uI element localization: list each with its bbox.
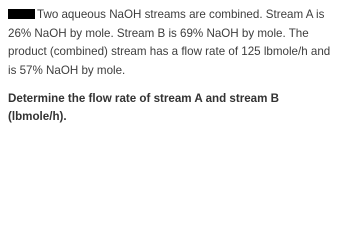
redaction-block [8, 9, 35, 19]
problem-statement [8, 4, 336, 80]
question-prompt: Determine the flow rate of stream A and stream B (lbmole/h). [8, 92, 280, 123]
problem-text: Two aqueous NaOH streams are combined. Stream A is 26% NaOH by mole. Stream B is 69% NaOH by mole. The product (combined) stream has a flow rate of 125 lbmole/h and is 57% NaOH by mole. [8, 8, 331, 77]
